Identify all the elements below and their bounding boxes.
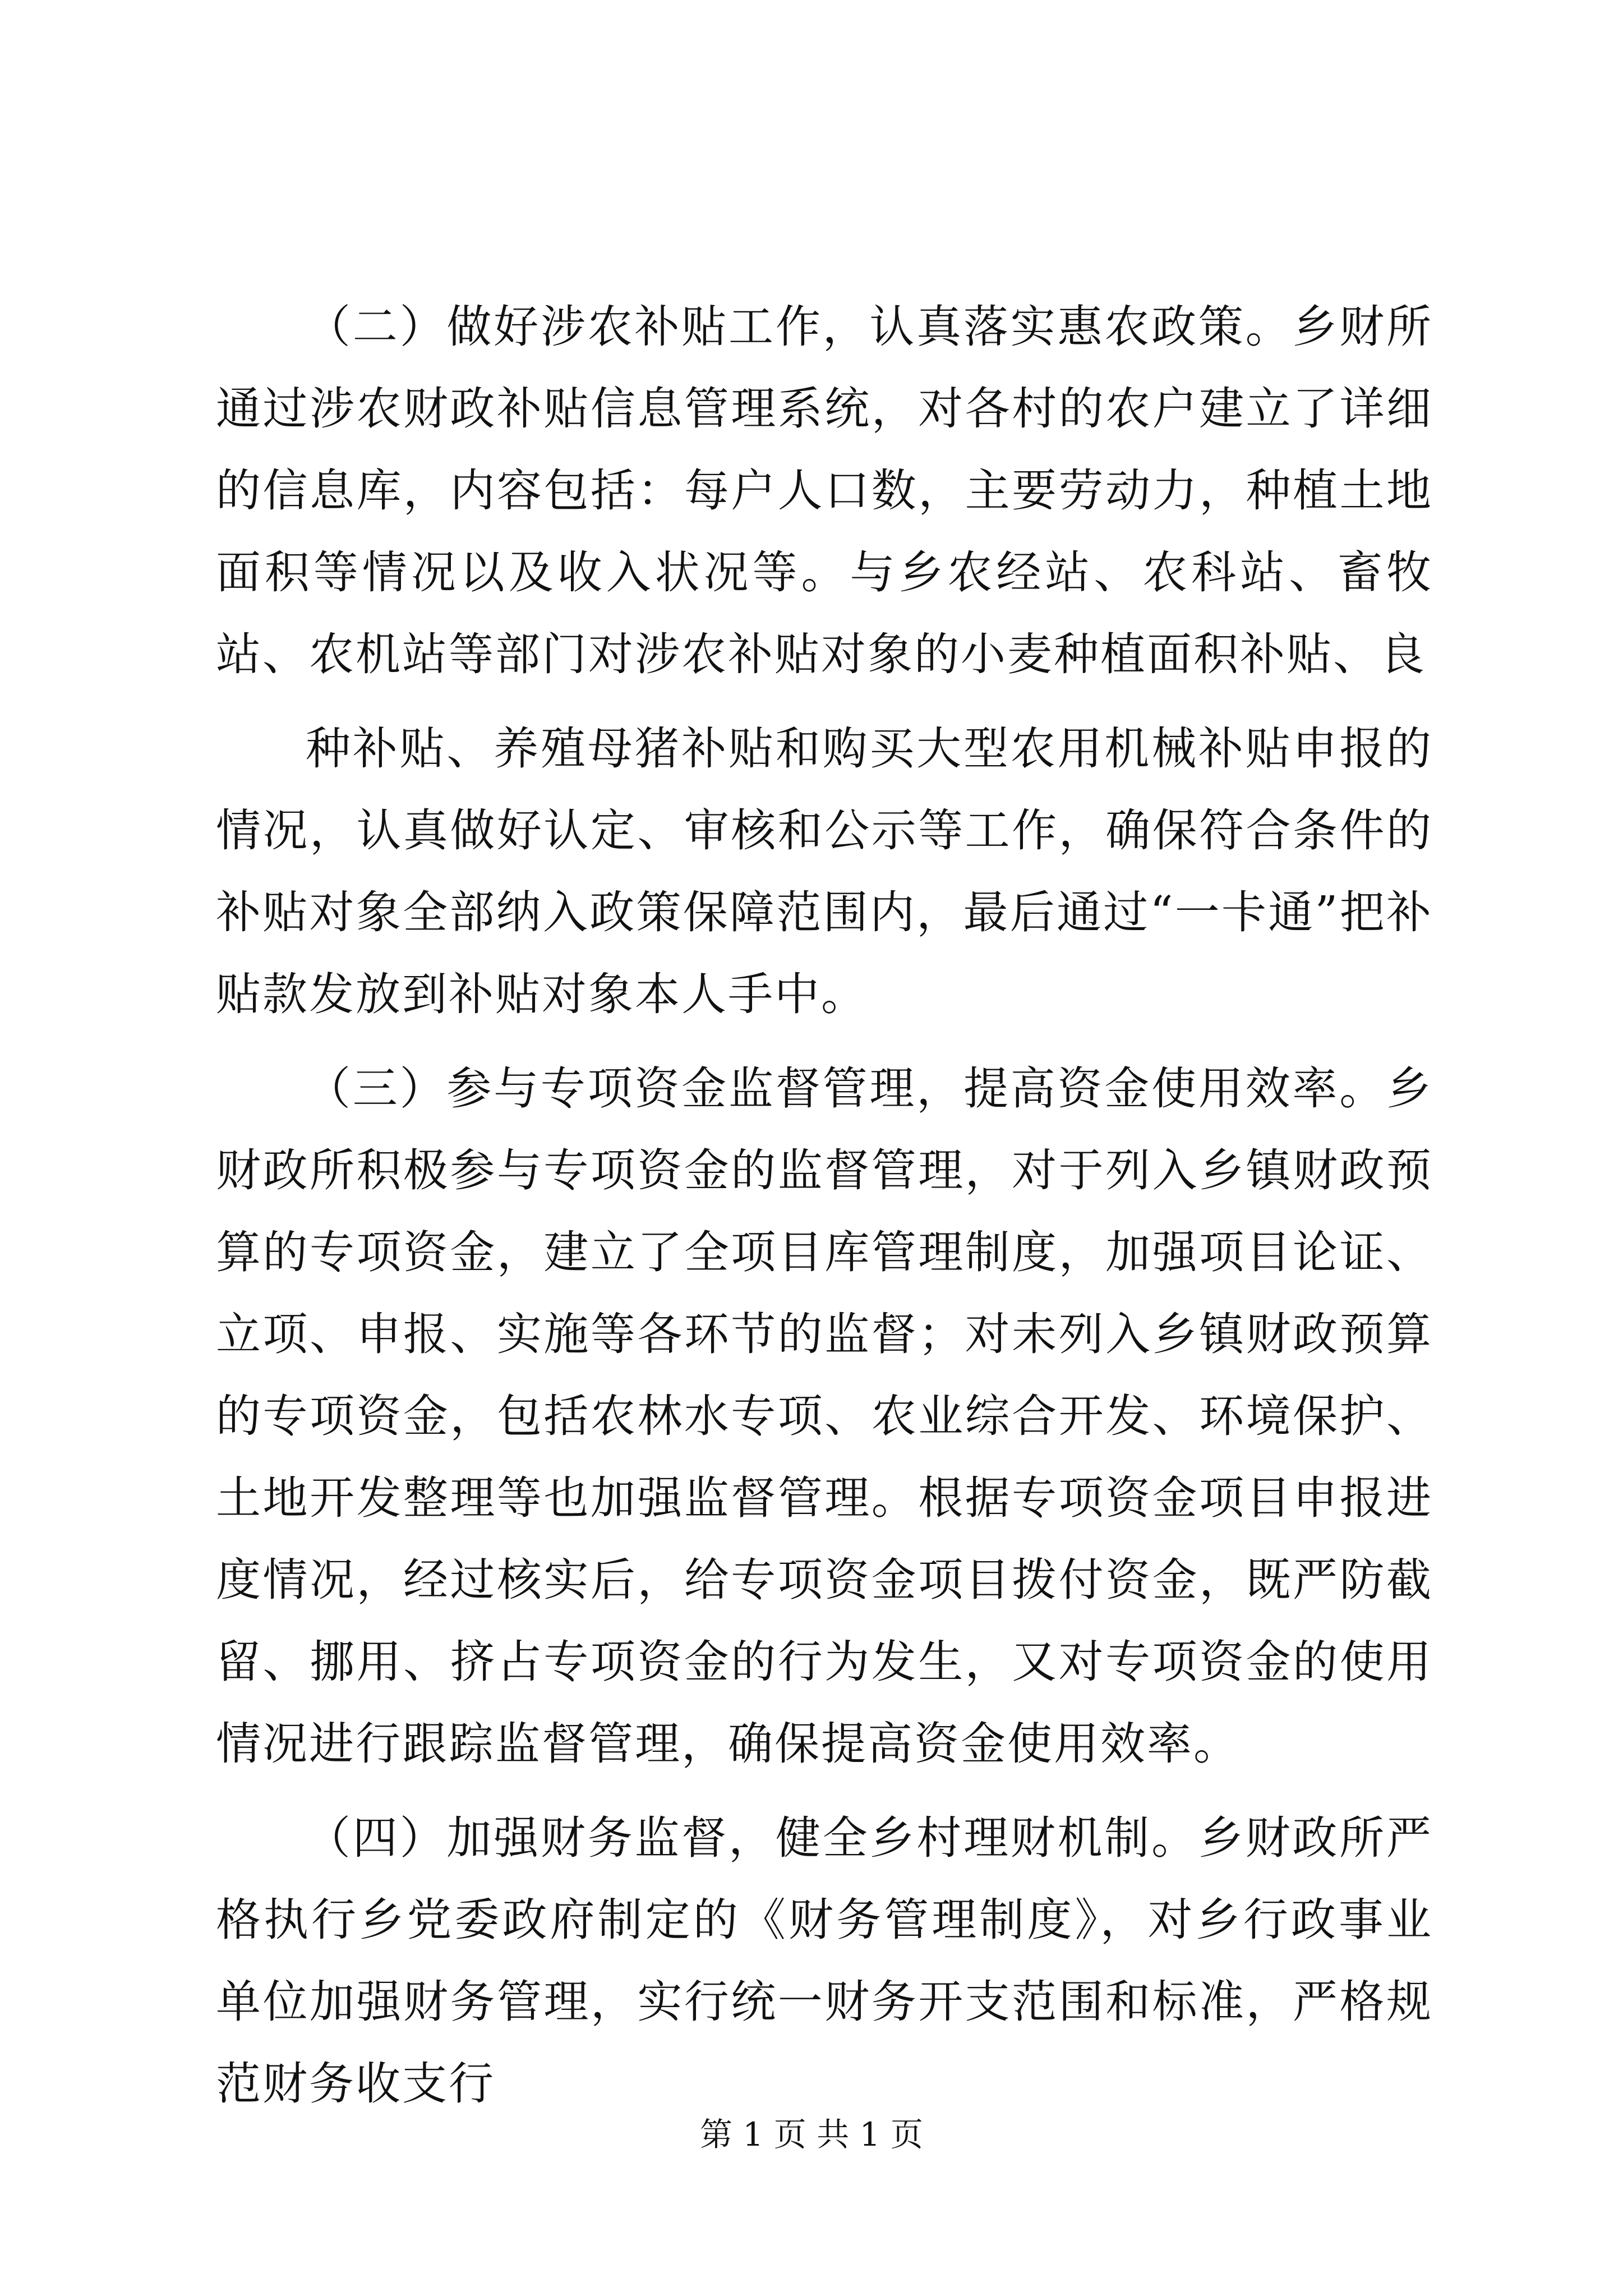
paragraph-subsidy-work: （二）做好涉农补贴工作，认真落实惠农政策。乡财所通过涉农财政补贴信息管理系统，对各村的农户建立了详细的信息库，内容包括：每户人口数，主要劳动力，种植土地面积等情况以及收入状况等。与乡农经站、农科站、畜牧站、农机站等部门对涉农补贴对象的小麦种植面积补贴、良 xyxy=(216,301,1433,680)
paragraph-subsidy-continued: 种补贴、养殖母猪补贴和购买大型农用机械补贴申报的情况，认真做好认定、审核和公示等工作，确保符合条件的补贴对象全部纳入政策保障范围内，最后通过“一卡通”把补贴款发放到补贴对象本人手中。 xyxy=(216,723,1433,1020)
document-body xyxy=(216,286,1433,2125)
paragraph-special-funds: （三）参与专项资金监督管理，提高资金使用效率。乡财政所积极参与专项资金的监督管理，对于列入乡镇财政预算的专项资金，建立了全项目库管理制度，加强项目论证、立项、申报、实施等各环节的监督；对未列入乡镇财政预算的专项资金，包括农林水专项、农业综合开发、环境保护、土地开发整理等也加强监督管理。根据专项资金项目申报进度情况，经过核实后，给专项资金项目拨付资金，既严防截留、挪用、挤占专项资金的行为发生，又对专项资金的使用情况进行跟踪监督管理，确保提高资金使用效率。 xyxy=(216,1062,1433,1770)
paragraph-financial-supervision: （四）加强财务监督，健全乡村理财机制。乡财政所严格执行乡党委政府制定的《财务管理制度》，对乡行政事业单位加强财务管理，实行统一财务开支范围和标准，严格规范财务收支行 xyxy=(216,1812,1433,2110)
page-number-footer: 第 1 页 共 1 页 xyxy=(700,2115,923,2154)
